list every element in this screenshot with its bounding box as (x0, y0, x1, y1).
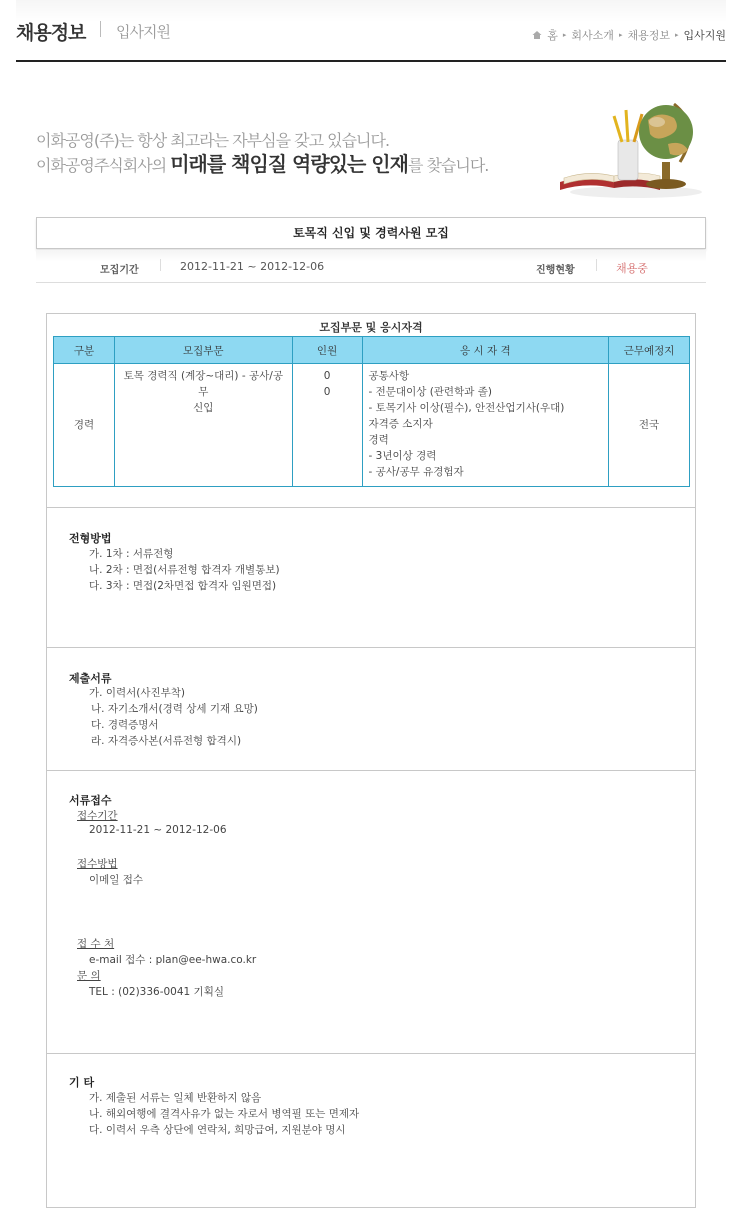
application-place-label: 접 수 처 (77, 938, 115, 950)
period-label: 모집기간 (100, 265, 139, 276)
requirements-table (53, 336, 690, 487)
documents-section (47, 647, 695, 770)
page-subtitle: 입사지원 (116, 23, 170, 41)
posting-summary (36, 250, 706, 283)
list-item: 가. 1차 : 서류전형 (89, 548, 174, 560)
list-item: 라. 자격증사본(서류전형 합격시) (91, 735, 242, 747)
application-email[interactable]: e-mail 접수 : plan@ee-hwa.co.kr (89, 954, 257, 966)
header-division: 모집부문 (114, 337, 292, 364)
qualification-item: - 공사/공무 유경험자 (368, 466, 464, 478)
qualification-item: - 토목기사 이상(필수), 안전산업기사(우대) (368, 402, 565, 414)
slogan-emphasis: 미래를 책임질 역량있는 인재 (170, 152, 408, 176)
chevron-right-icon: ▸ (674, 31, 679, 39)
cell-location: 전국 (609, 364, 690, 487)
page-title: 채용정보 (16, 22, 86, 44)
count-item: 0 (323, 386, 331, 398)
selection-section (47, 507, 695, 647)
application-method-label: 접수방법 (77, 858, 118, 870)
breadcrumb-recruit[interactable]: 채용정보 (627, 29, 670, 42)
list-item: 다. 3차 : 면접(2차면접 합격자 임원면접) (89, 580, 277, 592)
application-section (47, 770, 695, 1053)
qualification-item: - 3년이상 경력 (368, 450, 437, 462)
list-item: 다. 이력서 우측 상단에 연락처, 희망급여, 지원분야 명시 (89, 1124, 346, 1136)
qualification-item: 경력 (368, 434, 389, 446)
title-divider (100, 21, 101, 37)
table-row (54, 364, 690, 487)
breadcrumb-current: 입사지원 (683, 29, 726, 42)
slogan-line-1: 이화공영(주)는 항상 최고라는 자부심을 갖고 있습니다. (36, 131, 390, 150)
cell-category: 경력 (54, 364, 115, 487)
application-title: 서류접수 (69, 794, 112, 807)
divider (160, 259, 161, 271)
requirements-title: 모집부문 및 응시자격 (319, 321, 423, 334)
breadcrumb-company[interactable]: 회사소개 (571, 29, 614, 42)
globe-books-illustration (556, 96, 706, 200)
application-period-value: 2012-11-21 ~ 2012-12-06 (89, 824, 227, 836)
qualification-item: 공통사항 (368, 370, 410, 382)
etc-section (47, 1053, 695, 1207)
home-icon[interactable] (532, 30, 542, 40)
header-count: 인원 (292, 337, 362, 364)
divider (596, 259, 597, 271)
posting-title: 토목직 신입 및 경력사원 모집 (36, 217, 706, 249)
qualification-item: 자격증 소지자 (368, 418, 433, 430)
slogan-line-2 (36, 152, 488, 178)
selection-title: 전형방법 (69, 532, 112, 545)
header-qualification: 응 시 자 격 (362, 337, 609, 364)
list-item: 가. 제출된 서류는 일체 반환하지 않음 (89, 1092, 262, 1104)
application-contact-label: 문 의 (77, 970, 101, 982)
slogan (36, 130, 488, 178)
header-category: 구분 (54, 337, 115, 364)
list-item: 나. 자기소개서(경력 상세 기재 요망) (91, 703, 258, 715)
documents-title: 제출서류 (69, 672, 112, 685)
status-label: 진행현황 (536, 265, 575, 276)
application-contact-value: TEL : (02)336-0041 기획실 (89, 986, 224, 998)
chevron-right-icon: ▸ (562, 31, 567, 39)
breadcrumb-home[interactable]: 홈 (547, 29, 558, 42)
breadcrumb (532, 27, 726, 43)
slogan-line-2-post: 를 찾습니다. (407, 156, 489, 175)
etc-title: 기 타 (69, 1076, 95, 1089)
chevron-right-icon: ▸ (618, 31, 623, 39)
period-value: 2012-11-21 ~ 2012-12-06 (180, 260, 325, 273)
division-item: 토목 경력직 (계장~대리) - 공사/공무 (123, 370, 283, 398)
table-header-row (54, 337, 690, 364)
list-item: 나. 해외여행에 결격사유가 없는 자로서 병역필 또는 면제자 (89, 1108, 360, 1120)
slogan-line-2-pre: 이화공영주식회사의 (36, 156, 171, 175)
qualification-item: - 전문대이상 (관련학과 졸) (368, 386, 492, 398)
list-item: 다. 경력증명서 (91, 719, 159, 731)
count-item: 0 (323, 370, 331, 382)
list-item: 나. 2차 : 면접(서류전형 합격자 개별통보) (89, 564, 280, 576)
cell-qualification (362, 364, 609, 487)
cell-division (114, 364, 292, 487)
cell-count (292, 364, 362, 487)
header-location: 근무예정지 (609, 337, 690, 364)
posting-detail (46, 313, 696, 1208)
list-item: 가. 이력서(사진부착) (89, 687, 186, 699)
division-item: 신입 (193, 402, 214, 414)
application-method-value: 이메일 접수 (89, 874, 144, 886)
application-period-label: 접수기간 (77, 810, 118, 822)
status-badge: 채용중 (616, 262, 648, 275)
page-header (16, 0, 726, 62)
